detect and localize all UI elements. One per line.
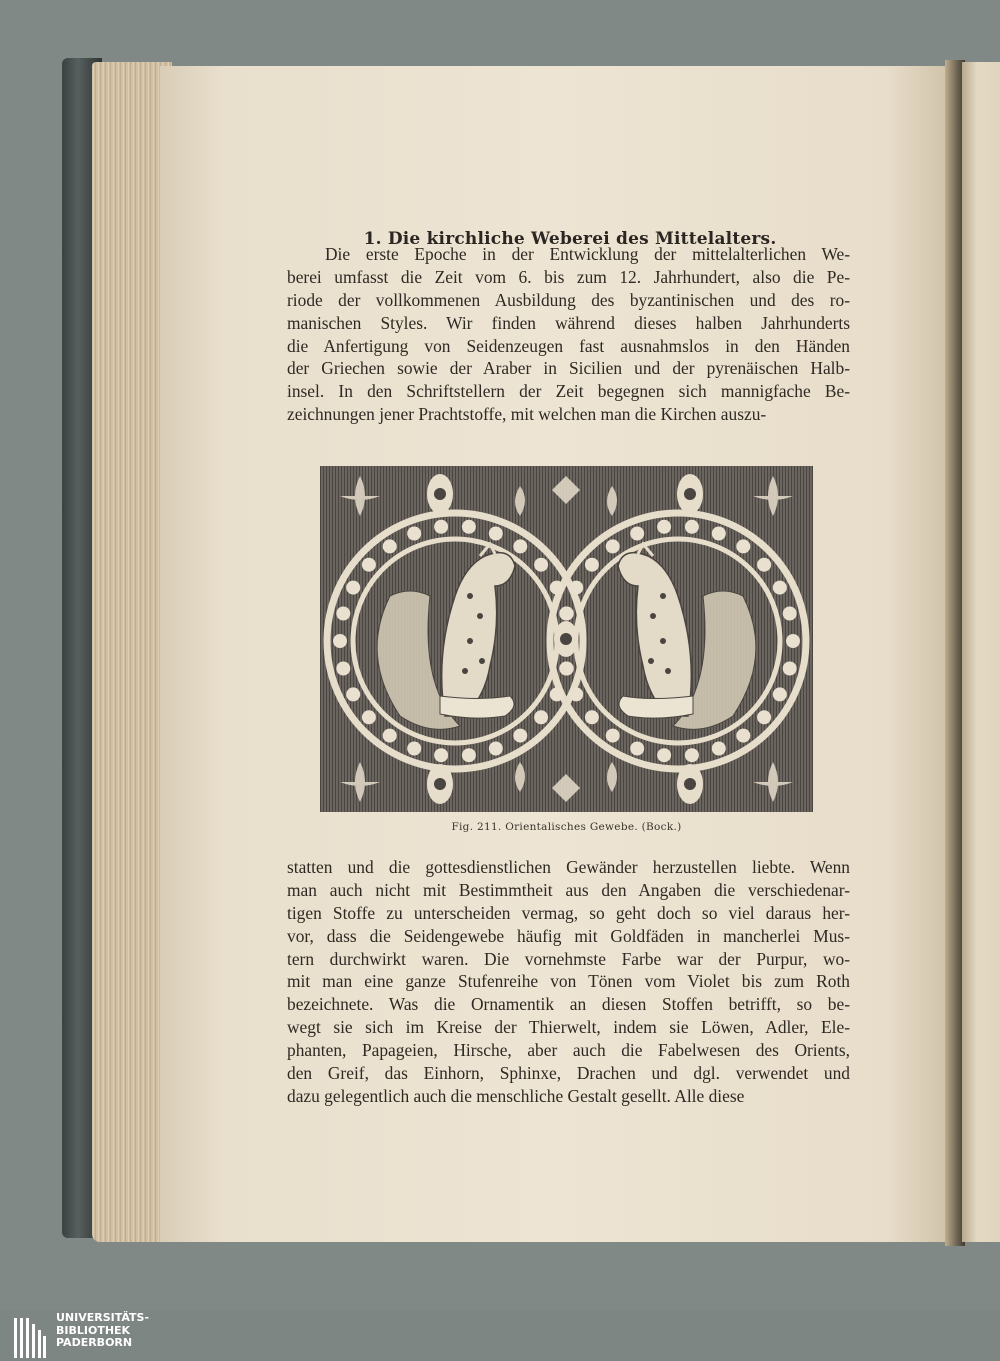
pearl-bead xyxy=(569,687,583,701)
text-line: berei umfasst die Zeit vom 6. bis zum 12. Jahrhundert, also die Pe- xyxy=(287,266,850,287)
text-line: mit man eine ganze Stufenreihe von Tönen vom Violet bis zum Roth xyxy=(287,971,850,992)
pearl-bead xyxy=(657,748,671,762)
pearl-bead xyxy=(362,558,376,572)
pearl-bead xyxy=(407,527,421,541)
pearl-bead xyxy=(550,687,564,701)
text-line: den Greif, das Einhorn, Sphinxe, Drachen und dgl. verwendet und xyxy=(287,1063,850,1084)
text-line: Die erste Epoche in der Entwicklung der mittelalterlichen We- xyxy=(325,244,850,264)
pearl-bead xyxy=(569,581,583,595)
pearl-bead xyxy=(736,729,750,743)
right-griffin xyxy=(618,544,756,729)
library-logo-icon xyxy=(14,1318,46,1358)
text-line: tern durchwirkt waren. Die vornehmste Farbe war der Purpur, wo- xyxy=(287,948,850,969)
pearl-bead xyxy=(407,742,421,756)
pearl-bead xyxy=(783,662,797,676)
pearl-bead xyxy=(462,748,476,762)
pearl-bead xyxy=(559,662,573,676)
pearl-bead xyxy=(685,748,699,762)
pearl-bead xyxy=(757,710,771,724)
pearl-bead xyxy=(630,527,644,541)
pearl-bead xyxy=(712,527,726,541)
pearl-bead xyxy=(513,729,527,743)
text-line: insel. In den Schriftstellern der Zeit begegnen sich mannigfache Be- xyxy=(287,381,850,402)
woven-fabric-illustration xyxy=(320,466,813,812)
text-line: wegt sie sich im Kreise der Thierwelt, indem sie Löwen, Adler, Ele- xyxy=(287,1017,850,1038)
pearl-bead xyxy=(336,607,350,621)
logo-line-1: UNIVERSITÄTS- xyxy=(56,1311,150,1324)
left-griffin xyxy=(377,544,515,729)
pearl-bead xyxy=(630,742,644,756)
logo-line-3: PADERBORN xyxy=(56,1336,133,1350)
pearl-bead xyxy=(757,558,771,572)
paragraph-1 xyxy=(287,243,850,426)
text-line: riode der vollkommenen Ausbildung des byzantinischen und des ro- xyxy=(287,289,850,310)
pearl-bead xyxy=(606,539,620,553)
pearl-bead xyxy=(462,520,476,534)
pearl-bead xyxy=(585,710,599,724)
text-line: phanten, Papageien, Hirsche, aber auch die Fabelwesen des Orients, xyxy=(287,1040,850,1061)
logo-line-2: BIBLIOTHEK xyxy=(56,1323,131,1337)
pearl-bead xyxy=(550,581,564,595)
text-line: statten und die gottesdienstlichen Gewänder herzustellen liebte. Wenn xyxy=(287,857,850,877)
text-line: tigen Stoffe zu unterscheiden vermag, so geht doch so viel daraus her- xyxy=(287,902,850,923)
pearl-bead xyxy=(534,710,548,724)
pearl-bead xyxy=(336,662,350,676)
figure-caption: Fig. 211. Orientalisches Gewebe. (Bock.) xyxy=(451,821,682,833)
pearl-bead xyxy=(513,539,527,553)
pearl-bead xyxy=(585,558,599,572)
text-line: die Anfertigung von Seidenzeugen fast ausnahmslos in den Händen xyxy=(287,335,850,356)
pearl-bead xyxy=(606,729,620,743)
text-line: der Griechen sowie der Araber in Sicilien und der pyrenäischen Halb- xyxy=(287,358,850,379)
fabric-pattern-drawing xyxy=(320,466,813,812)
text-line: manischen Styles. Wir finden während dieses halben Jahrhunderts xyxy=(287,312,850,333)
pearl-bead xyxy=(534,558,548,572)
pearl-bead xyxy=(685,520,699,534)
pearl-bead xyxy=(383,729,397,743)
text-line: man auch nicht mit Bestimmtheit aus den Angaben die verschiedenar- xyxy=(287,879,850,900)
pearl-bead xyxy=(783,607,797,621)
pearl-bead xyxy=(346,581,360,595)
section-heading: 1. Die kirchliche Weberei des Mittelalters. xyxy=(363,229,777,250)
pearl-bead xyxy=(786,634,800,648)
paragraph-2 xyxy=(287,856,850,1108)
pearl-bead xyxy=(362,710,376,724)
pearl-bead xyxy=(773,581,787,595)
pearl-bead xyxy=(736,539,750,553)
pearl-bead xyxy=(559,607,573,621)
pearl-bead xyxy=(712,742,726,756)
pearl-bead xyxy=(346,687,360,701)
text-line: zeichnungen jener Prachtstoffe, mit welchen man die Kirchen auszu- xyxy=(287,404,767,425)
pearl-bead xyxy=(333,634,347,648)
pearl-bead xyxy=(383,539,397,553)
facing-page-edge xyxy=(962,62,1000,1242)
pearl-bead xyxy=(657,520,671,534)
pearl-bead xyxy=(434,520,448,534)
pearl-bead xyxy=(489,742,503,756)
library-logo-bar xyxy=(0,1310,1000,1361)
library-logo-text xyxy=(56,1312,149,1350)
pearl-bead xyxy=(434,748,448,762)
pearl-bead xyxy=(773,687,787,701)
pearl-bead xyxy=(489,527,503,541)
text-line: dazu gelegentlich auch die menschliche Gestalt gesellt. Alle diese xyxy=(287,1085,745,1106)
text-line: vor, dass die Seidengewebe häufig mit Goldfäden in mancherlei Mus- xyxy=(287,925,850,946)
text-line: bezeichnete. Was die Ornamentik an diesen Stoffen betrifft, so be- xyxy=(287,994,850,1015)
